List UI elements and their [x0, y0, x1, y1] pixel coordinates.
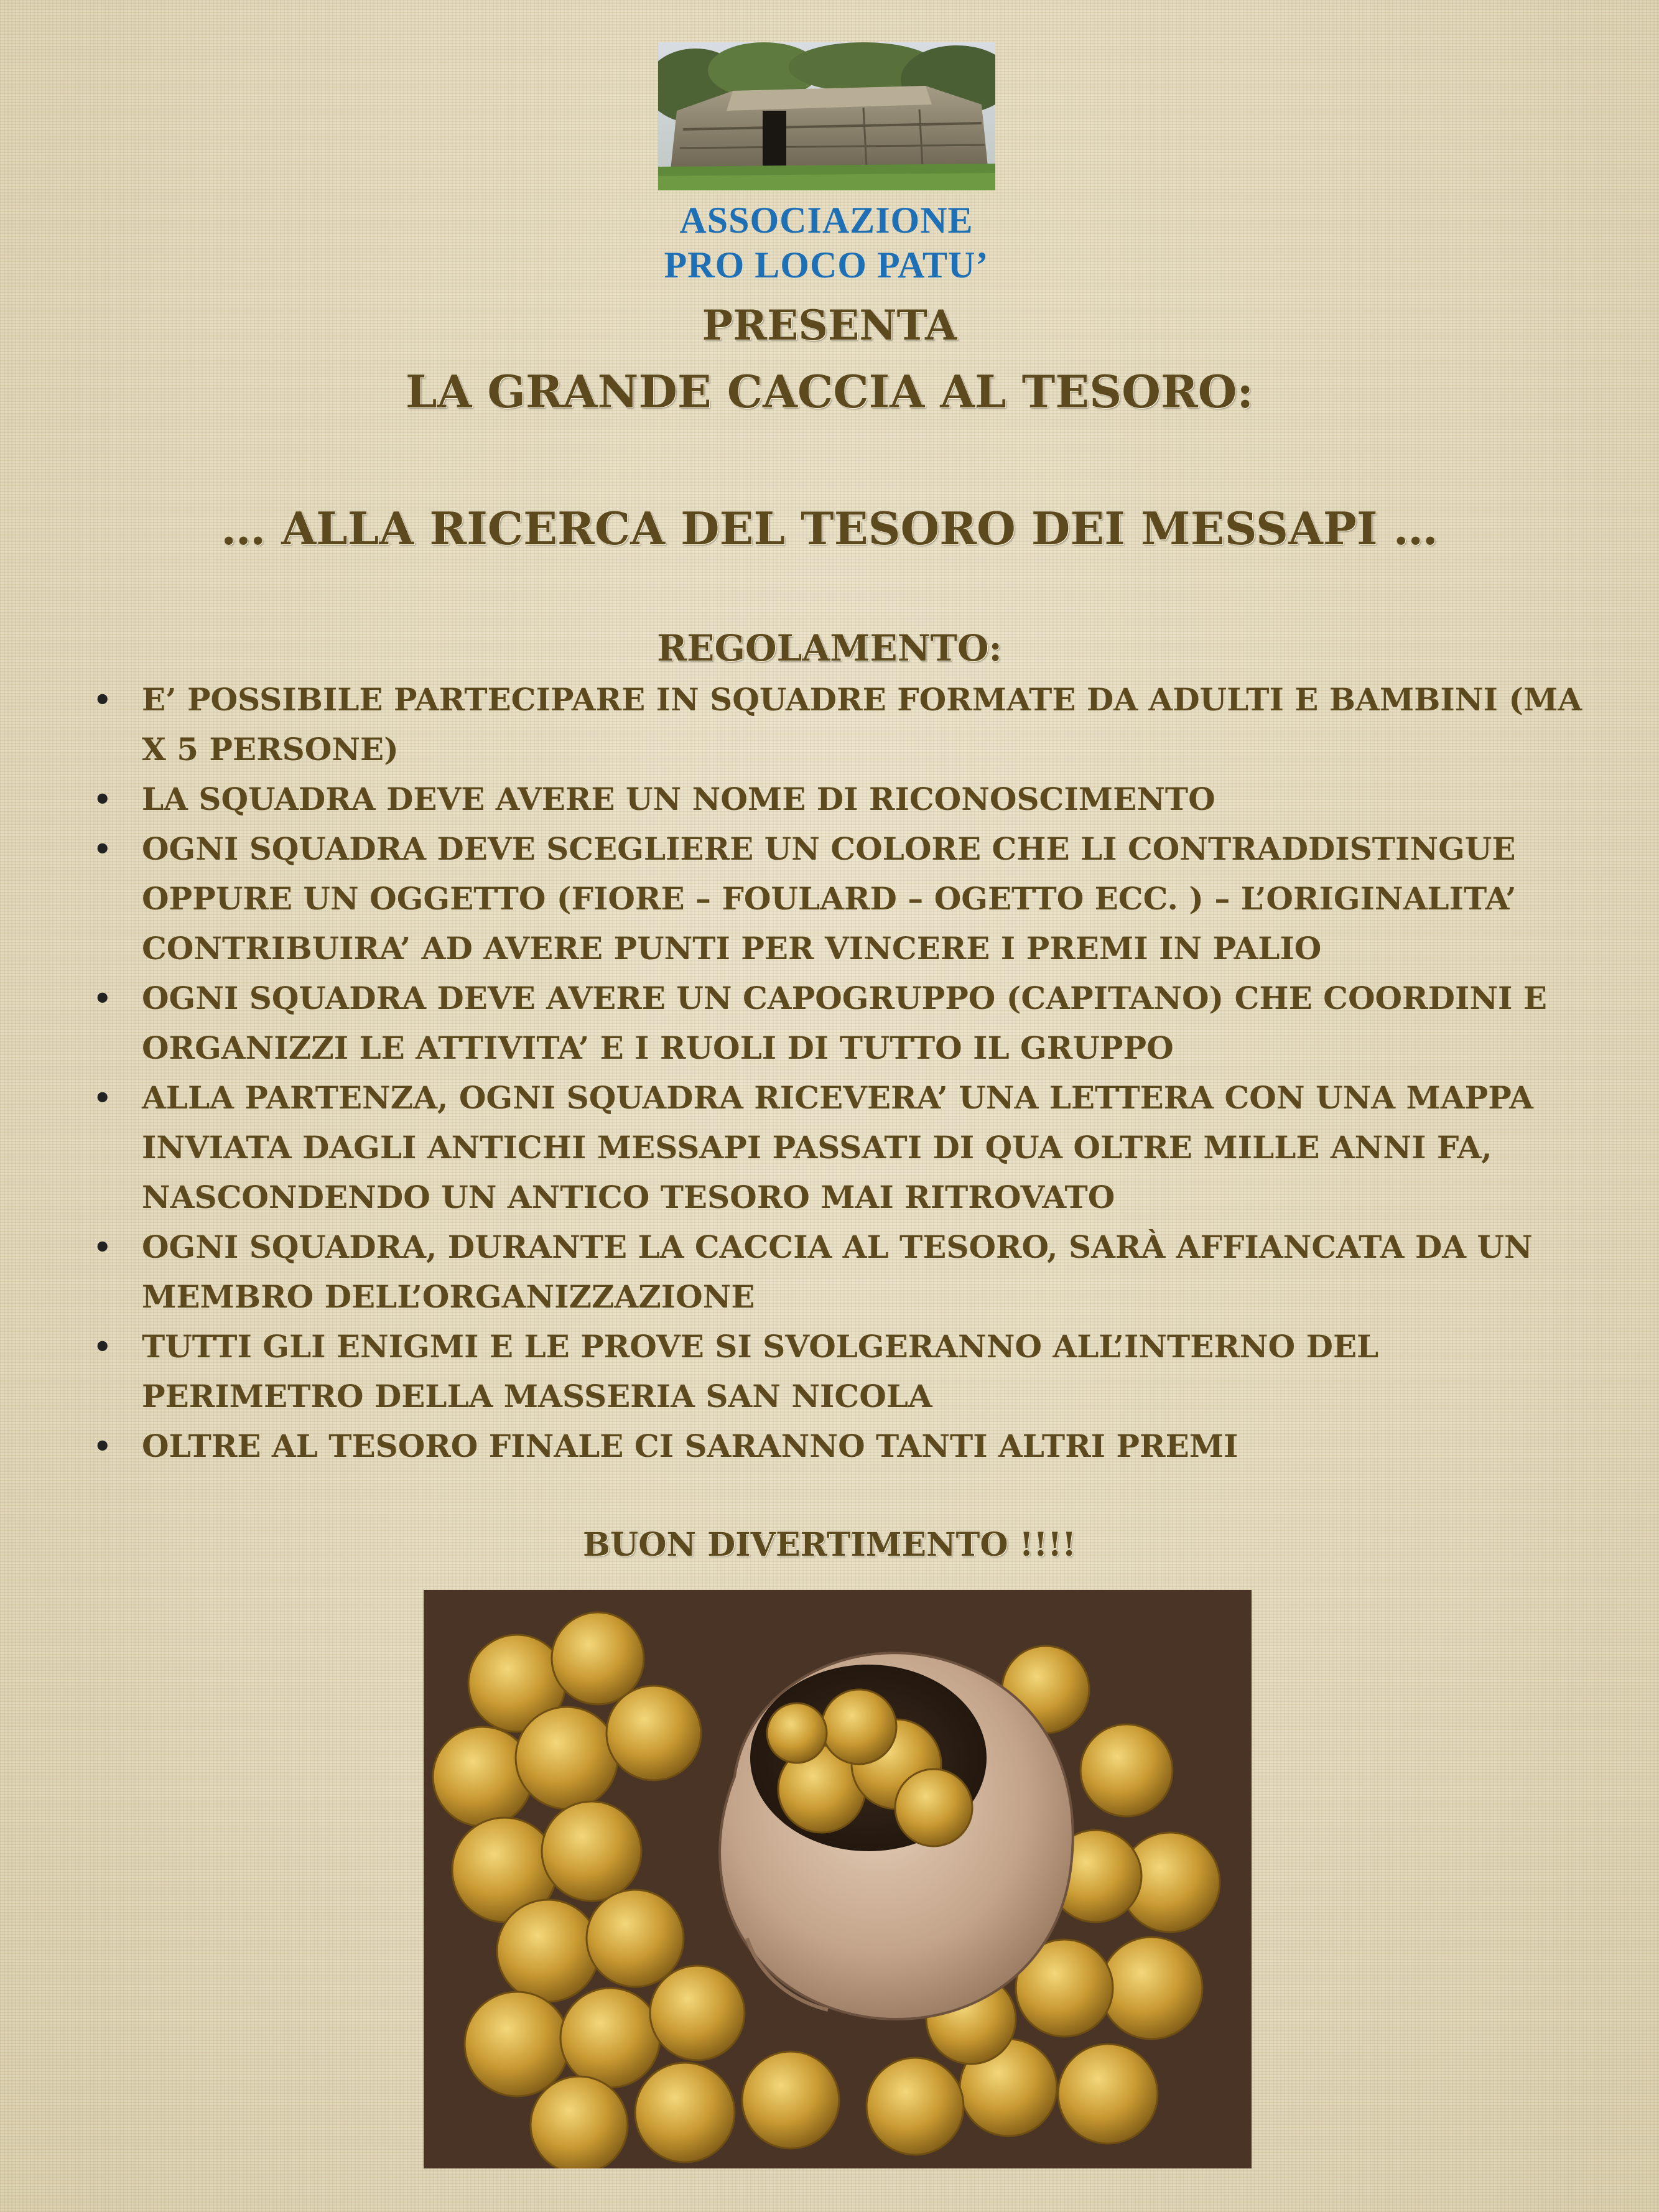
list-item: [93, 774, 1599, 824]
rules-heading: REGOLAMENTO:: [657, 627, 1002, 669]
rule-text: OGNI SQUADRA DEVE AVERE UN CAPOGRUPPO (CAPITANO) CHE COORDINI E ORGANIZZI LE ATTIVITA’ E I RUOLI DI TUTTO IL GRUPPO: [142, 980, 1547, 1066]
rule-text: LA SQUADRA DEVE AVERE UN NOME DI RICONOSCIMENTO: [142, 781, 1215, 817]
bullet-icon: •: [93, 1429, 112, 1463]
event-subtitle: … ALLA RICERCA DEL TESORO DEI MESSAPI …: [221, 502, 1438, 555]
list-item: [93, 974, 1599, 1073]
rule-text: ALLA PARTENZA, OGNI SQUADRA RICEVERA’ UNA LETTERA CON UNA MAPPA INVIATA DAGLI ANTICHI MESSAPI PASSATI DI QUA OLTRE MILLE ANNI FA, NASCONDENDO UN ANTICO TESORO MAI RITROVATO: [142, 1079, 1533, 1215]
rules-list: [93, 675, 1599, 1471]
rule-text: OGNI SQUADRA DEVE SCEGLIERE UN COLORE CHE LI CONTRADDISTINGUE OPPURE UN OGGETTO (FIORE – FOULARD – OGETTO ECC. ) – L’ORIGINALITA’ CONTRIBUIRA’ AD AVERE PUNTI PER VINCERE I PREMI IN PALIO: [142, 830, 1517, 967]
list-item: [93, 1322, 1599, 1421]
bullet-icon: •: [93, 783, 112, 816]
presenta-label: PRESENTA: [702, 301, 957, 350]
treasure-pot-photo: [424, 1590, 1252, 2168]
rule-text: OGNI SQUADRA, DURANTE LA CACCIA AL TESORO, SARÀ AFFIANCATA DA UN MEMBRO DELL’ORGANIZZAZIONE: [142, 1229, 1533, 1315]
dolmen-photo: [658, 42, 995, 190]
bullet-icon: •: [93, 1081, 112, 1115]
bullet-icon: •: [93, 832, 112, 866]
closing-text: BUON DIVERTIMENTO !!!!: [582, 1526, 1077, 1564]
list-item: [93, 675, 1599, 774]
bullet-icon: •: [93, 1330, 112, 1364]
bullet-icon: •: [93, 982, 112, 1015]
list-item: [93, 1073, 1599, 1222]
association-name-line1: ASSOCIAZIONE: [679, 200, 974, 241]
list-item: [93, 824, 1599, 974]
bullet-icon: •: [93, 683, 112, 717]
event-title: LA GRANDE CACCIA AL TESORO:: [405, 365, 1254, 418]
association-name-line2: PRO LOCO PATU’: [664, 244, 989, 286]
rule-text: OLTRE AL TESORO FINALE CI SARANNO TANTI ALTRI PREMI: [142, 1428, 1238, 1464]
list-item: [93, 1222, 1599, 1322]
list-item: [93, 1421, 1599, 1471]
rule-text: TUTTI GLI ENIGMI E LE PROVE SI SVOLGERANNO ALL’INTERNO DEL PERIMETRO DELLA MASSERIA SAN NICOLA: [142, 1328, 1379, 1415]
rule-text: E’ POSSIBILE PARTECIPARE IN SQUADRE FORMATE DA ADULTI E BAMBINI (MA X 5 PERSONE): [142, 681, 1582, 768]
bullet-icon: •: [93, 1230, 112, 1264]
